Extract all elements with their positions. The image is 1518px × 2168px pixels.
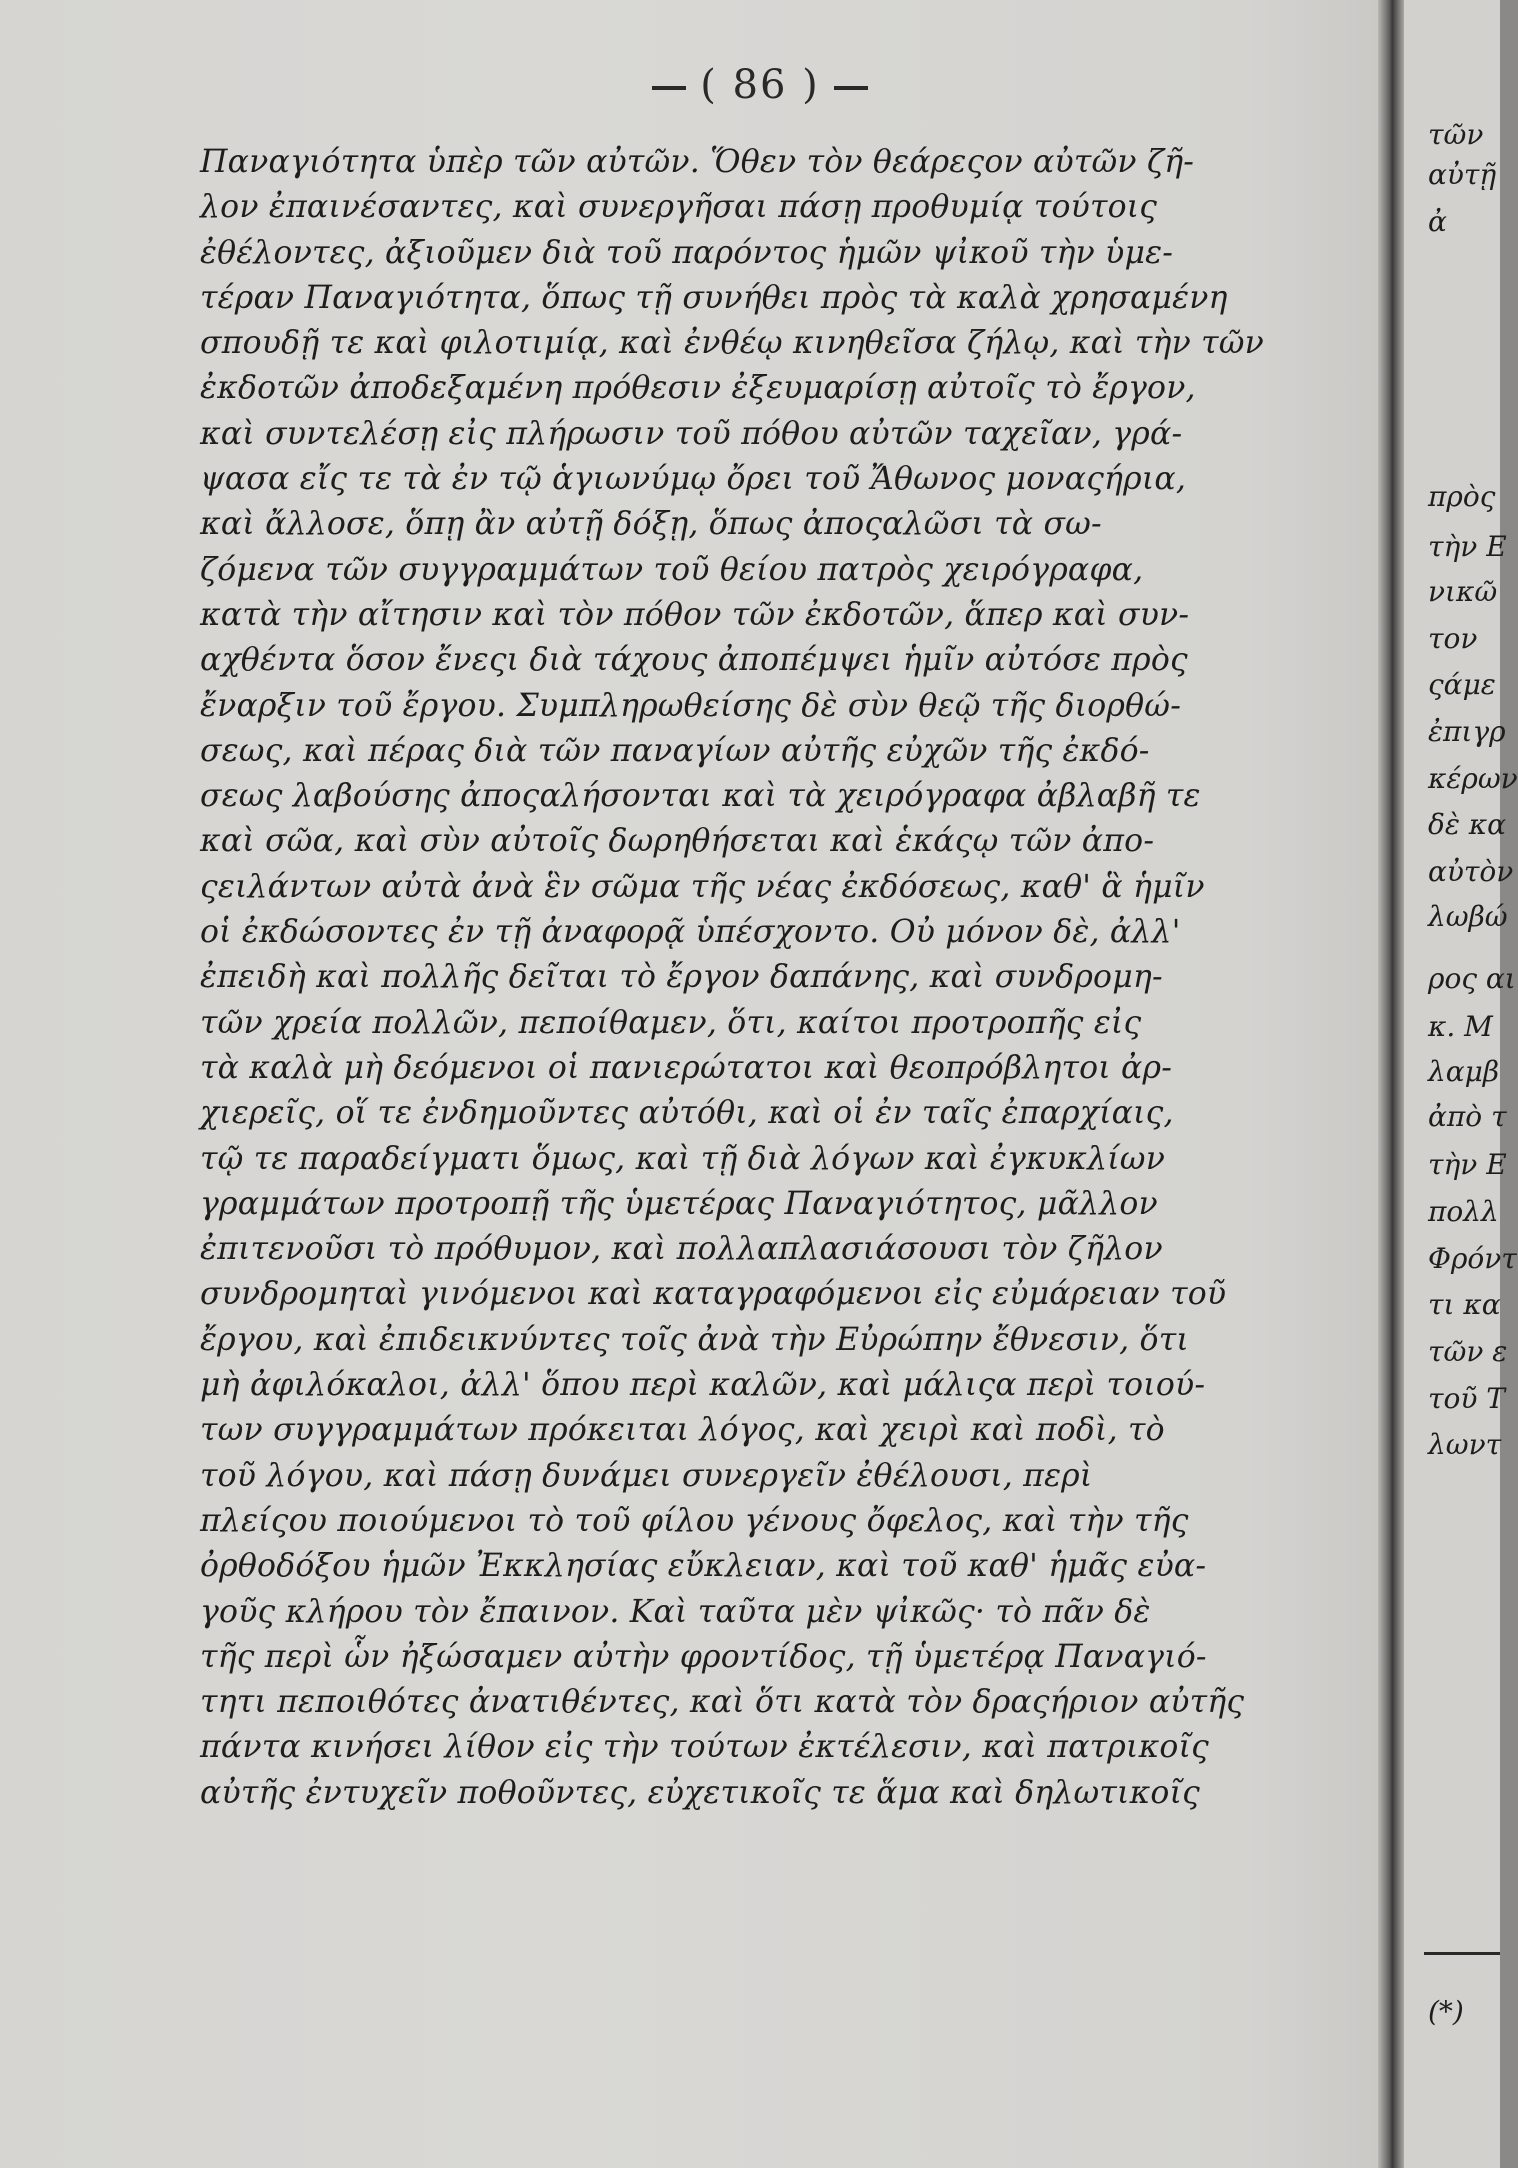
book-gutter [1378, 0, 1404, 2168]
text-line: ψασα εἴς τε τὰ ἐν τῷ ἁγιωνύμῳ ὄρει τοῦ Ἄθωνος μοναςήρια, [200, 461, 1187, 498]
text-line: τὰ καλὰ μὴ δεόμενοι οἱ πανιερώτατοι καὶ θεοπρόβλητοι ἀρ- [200, 1049, 1173, 1086]
text-line: ἔναρξιν τοῦ ἔργου. Συμπληρωθείσης δὲ σὺν θεῷ τῆς διορθώ- [200, 687, 1182, 724]
text-line: ὀρθοδόξου ἡμῶν Ἐκκλησίας εὔκλειαν, καὶ τοῦ καθ' ἡμᾶς εὐα- [200, 1548, 1207, 1585]
text-line: τοῦ λόγου, καὶ πάσῃ δυνάμει συνεργεῖν ἐθέλουσι, περὶ [200, 1457, 1093, 1494]
text-line: ἐπιτενοῦσι τὸ πρόθυμον, καὶ πολλαπλασιάσουσι τὸν ζῆλον [200, 1231, 1163, 1268]
text-line: ζόμενα τῶν συγγραμμάτων τοῦ θείου πατρὸς χειρόγραφα, [200, 551, 1144, 588]
facing-page-fragment: πρὸς [1428, 480, 1496, 513]
facing-page-fragment: τοῦ Τ [1428, 1382, 1505, 1415]
text-line: τῷ τε παραδείγματι ὅμως, καὶ τῇ διὰ λόγων καὶ ἐγκυκλίων [200, 1140, 1166, 1177]
facing-page-fragment: κέρων [1428, 762, 1518, 795]
facing-page-fragment: νικῶ [1428, 575, 1498, 608]
text-line: τητι πεποιθότες ἀνατιθέντες, καὶ ὅτι κατὰ τὸν δραςήριον αὐτῆς [200, 1684, 1245, 1721]
facing-page-fragment: αὐτῇ [1428, 158, 1497, 191]
text-line: ἔργου, καὶ ἐπιδεικνύντες τοῖς ἀνὰ τὴν Εὐρώπην ἔθνεσιν, ὅτι [200, 1321, 1189, 1358]
facing-page-fragment: τὴν Ε [1428, 530, 1507, 563]
facing-page-fragment: δὲ κα [1428, 808, 1507, 841]
text-line: σεως, καὶ πέρας διὰ τῶν παναγίων αὐτῆς εὐχῶν τῆς ἐκδό- [200, 732, 1150, 769]
text-line: πάντα κινήσει λίθον εἰς τὴν τούτων ἐκτέλεσιν, καὶ πατρικοῖς [200, 1729, 1209, 1766]
text-line: πλείςου ποιούμενοι τὸ τοῦ φίλου γένους ὄφελος, καὶ τὴν τῆς [200, 1502, 1189, 1539]
footnote-rule [1424, 1952, 1500, 1955]
text-line: τῆς περὶ ὧν ἠξώσαμεν αὐτὴν φροντίδος, τῇ ὑμετέρᾳ Παναγιό- [200, 1638, 1207, 1675]
body-text [200, 140, 1350, 1816]
text-line: ἐπειδὴ καὶ πολλῆς δεῖται τὸ ἔργον δαπάνης, καὶ συνδρομη- [200, 959, 1163, 996]
text-line: τέραν Παναγιότητα, ὅπως τῇ συνήθει πρὸς τὰ καλὰ χρησαμένη [200, 279, 1228, 316]
text-line: τῶν χρεία πολλῶν, πεποίθαμεν, ὅτι, καίτοι προτροπῆς εἰς [200, 1004, 1142, 1041]
text-line: σεως λαβούσης ἀποςαλήσονται καὶ τὰ χειρόγραφα ἀβλαβῆ τε [200, 778, 1201, 815]
facing-page-fragment: Φρόντ [1428, 1242, 1517, 1275]
facing-page-fragment: ἀπὸ τ [1428, 1100, 1507, 1133]
facing-page-fragment: ςάμε [1428, 668, 1496, 701]
text-line: αὐτῆς ἐντυχεῖν ποθοῦντες, εὐχετικοῖς τε ἅμα καὶ δηλωτικοῖς [200, 1774, 1200, 1811]
facing-page-fragment: τι κα [1428, 1288, 1501, 1321]
text-line: κατὰ τὴν αἴτησιν καὶ τὸν πόθον τῶν ἐκδοτῶν, ἅπερ καὶ συν- [200, 596, 1190, 633]
facing-page-fragment: λωντ [1428, 1428, 1502, 1461]
text-line: καὶ σῶα, καὶ σὺν αὐτοῖς δωρηθήσεται καὶ ἑκάςῳ τῶν ἀπο- [200, 823, 1155, 860]
text-line: ἐθέλοντες, ἀξιοῦμεν διὰ τοῦ παρόντος ἡμῶν ψἰκοῦ τὴν ὑμε- [200, 234, 1174, 271]
text-line: γοῦς κλήρου τὸν ἔπαινον. Καὶ ταῦτα μὲν ψἰκῶς· τὸ πᾶν δὲ [200, 1593, 1151, 1630]
facing-page-fragment: ἐπιγρ [1428, 715, 1506, 748]
facing-page-fragment: πολλ [1428, 1195, 1499, 1228]
text-line: Παναγιότητα ὑπὲρ τῶν αὐτῶν. Ὅθεν τὸν θεάρεςον αὐτῶν ζῆ- [200, 144, 1195, 180]
text-line: οἱ ἐκδώσοντες ἐν τῇ ἀναφορᾷ ὑπέσχοντο. Οὐ μόνον δὲ, ἀλλ' [200, 914, 1181, 951]
facing-page-fragment: ἀ [1428, 205, 1447, 238]
text-line: αχθέντα ὅσον ἔνεςι διὰ τάχους ἀποπέμψει ἡμῖν αὐτόσε πρὸς [200, 642, 1188, 679]
facing-page-fragment: λαμβ [1428, 1055, 1500, 1088]
facing-page-fragment: αὐτὸν [1428, 855, 1514, 888]
header-ornament-left [652, 86, 686, 90]
text-line: γραμμάτων προτροπῇ τῆς ὑμετέρας Παναγιότητος, μᾶλλον [200, 1185, 1158, 1222]
text-line: καὶ ἄλλοσε, ὅπῃ ἂν αὐτῇ δόξῃ, ὅπως ἀποςαλῶσι τὰ σω- [200, 506, 1102, 543]
text-line: λον ἐπαινέσαντες, καὶ συνεργῆσαι πάσῃ προθυμίᾳ τούτοις [200, 189, 1158, 226]
facing-page-edge [1404, 0, 1518, 2168]
text-line: καὶ συντελέσῃ εἰς πλήρωσιν τοῦ πόθου αὐτῶν ταχεῖαν, γρά- [200, 415, 1183, 452]
text-line: μὴ ἀφιλόκαλοι, ἀλλ' ὅπου περὶ καλῶν, καὶ μάλιςα περὶ τοιού- [200, 1367, 1206, 1404]
facing-page-fragment: τῶν ε [1428, 1335, 1508, 1368]
page-number: 86 [732, 62, 788, 108]
text-line: ἐκδοτῶν ἀποδεξαμένη πρόθεσιν ἐξευμαρίσῃ αὐτοῖς τὸ ἔργον, [200, 370, 1196, 407]
facing-page-fragment: τὴν Ε [1428, 1148, 1507, 1181]
facing-page-fragment: κ. Μ [1428, 1010, 1493, 1043]
facing-page-fragment: τον [1428, 622, 1478, 655]
text-line: ςειλάντων αὐτὰ ἀνὰ ἓν σῶμα τῆς νέας ἐκδόσεως, καθ' ἃ ἡμῖν [200, 868, 1205, 905]
text-line: χιερεῖς, οἵ τε ἐνδημοῦντες αὐτόθι, καὶ οἱ ἐν ταῖς ἐπαρχίαις, [200, 1095, 1174, 1132]
facing-page-fragment: τῶν [1428, 118, 1484, 151]
facing-page-fragment: (*) [1428, 1995, 1464, 2028]
page-header: ( 86 ) [600, 62, 920, 108]
text-line: των συγγραμμάτων πρόκειται λόγος, καὶ χειρὶ καὶ ποδὶ, τὸ [200, 1412, 1165, 1449]
facing-page-fragment: ρος αι [1428, 962, 1516, 995]
text-line: σπουδῇ τε καὶ φιλοτιμίᾳ, καὶ ἐνθέῳ κινηθεῖσα ζήλῳ, καὶ τὴν τῶν [200, 325, 1265, 362]
facing-page-fragment: λωβώ [1428, 900, 1508, 933]
header-ornament-right [834, 86, 868, 90]
text-line: συνδρομηταὶ γινόμενοι καὶ καταγραφόμενοι εἰς εὐμάρειαν τοῦ [200, 1276, 1227, 1313]
